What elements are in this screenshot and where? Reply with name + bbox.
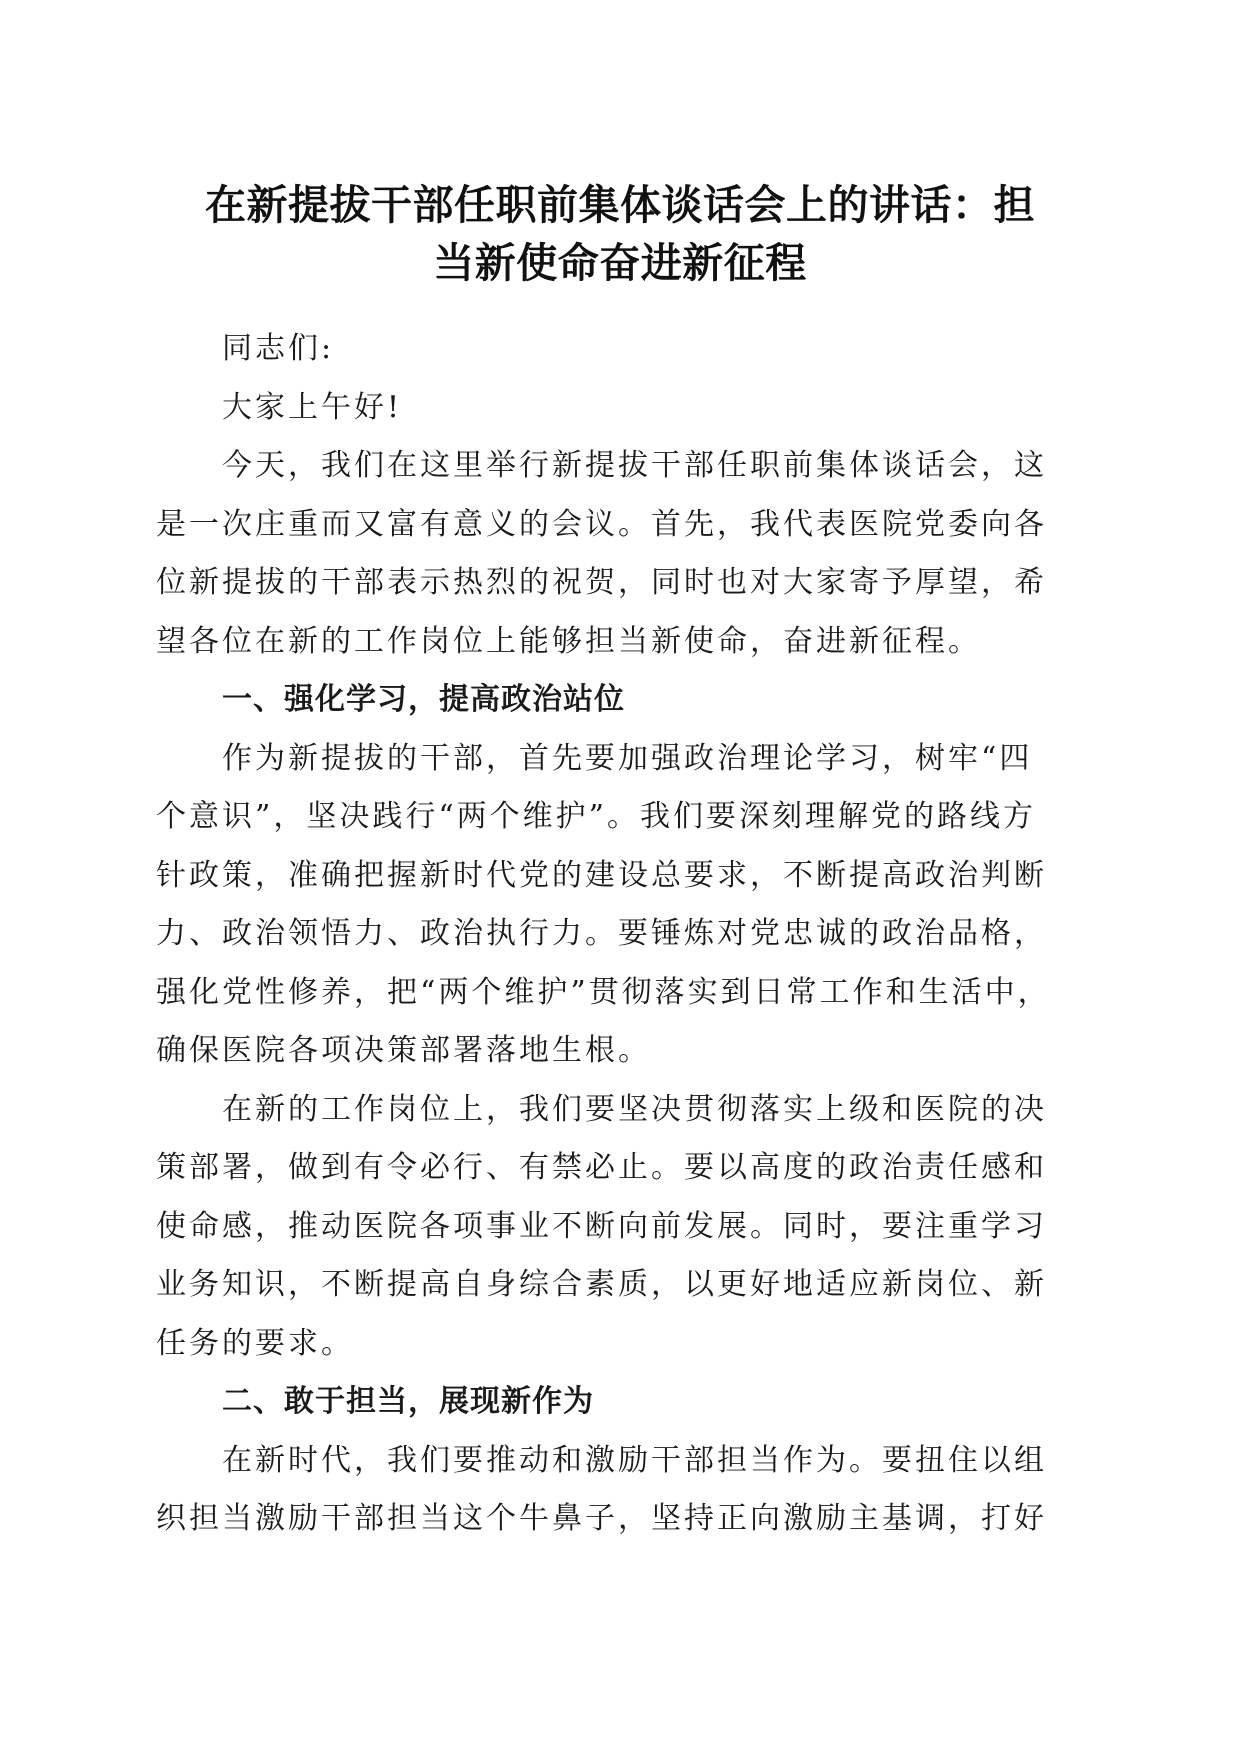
paragraph-section1-a: 作为新提拔的干部，首先要加强政治理论学习，树牢“四个意识”，坚决践行“两个维护”。我们要深刻理解党的路线方针政策，准确把握新时代党的建设总要求，不断提高政治判断力、政治领悟力、政治执行力。要锤炼对党忠诚的政治品格，强化党性修养，把“两个维护”贯彻落实到日常工作和生活中，确保医院各项决策部署落地生根。 xyxy=(156,740,1051,1068)
section-heading-2: 二、敢于担当，展现新作为 xyxy=(222,1384,594,1419)
document-body xyxy=(156,320,1056,1549)
document-title xyxy=(150,176,1090,292)
greeting: 大家上午好! xyxy=(222,389,403,425)
section-heading-1: 一、强化学习，提高政治站位 xyxy=(222,682,625,717)
paragraph-section1-b: 在新的工作岗位上，我们要坚决贯彻落实上级和医院的决策部署，做到有令必行、有禁必止。要以高度的政治责任感和使命感，推动医院各项事业不断向前发展。同时，要注重学习业务知识，不断提高自身综合素质，以更好地适应新岗位、新任务的要求。 xyxy=(156,1091,1047,1361)
salutation: 同志们: xyxy=(222,331,335,366)
paragraph-section2-a: 在新时代，我们要推动和激励干部担当作为。要扭住以组织担当激励干部担当这个牛鼻子，坚持正向激励主基调，打好 xyxy=(156,1442,1047,1536)
title-line-2: 当新使命奋进新征程 xyxy=(433,239,807,287)
paragraph-intro: 今天，我们在这里举行新提拔干部任职前集体谈话会，这是一次庄重而又富有意义的会议。首先，我代表医院党委向各位新提拔的干部表示热烈的祝贺，同时也对大家寄予厚望，希望各位在新的工作岗位上能够担当新使命，奋进新征程。 xyxy=(156,448,1047,659)
title-line-1: 在新提拔干部任职前集体谈话会上的讲话：担 xyxy=(205,181,1035,229)
